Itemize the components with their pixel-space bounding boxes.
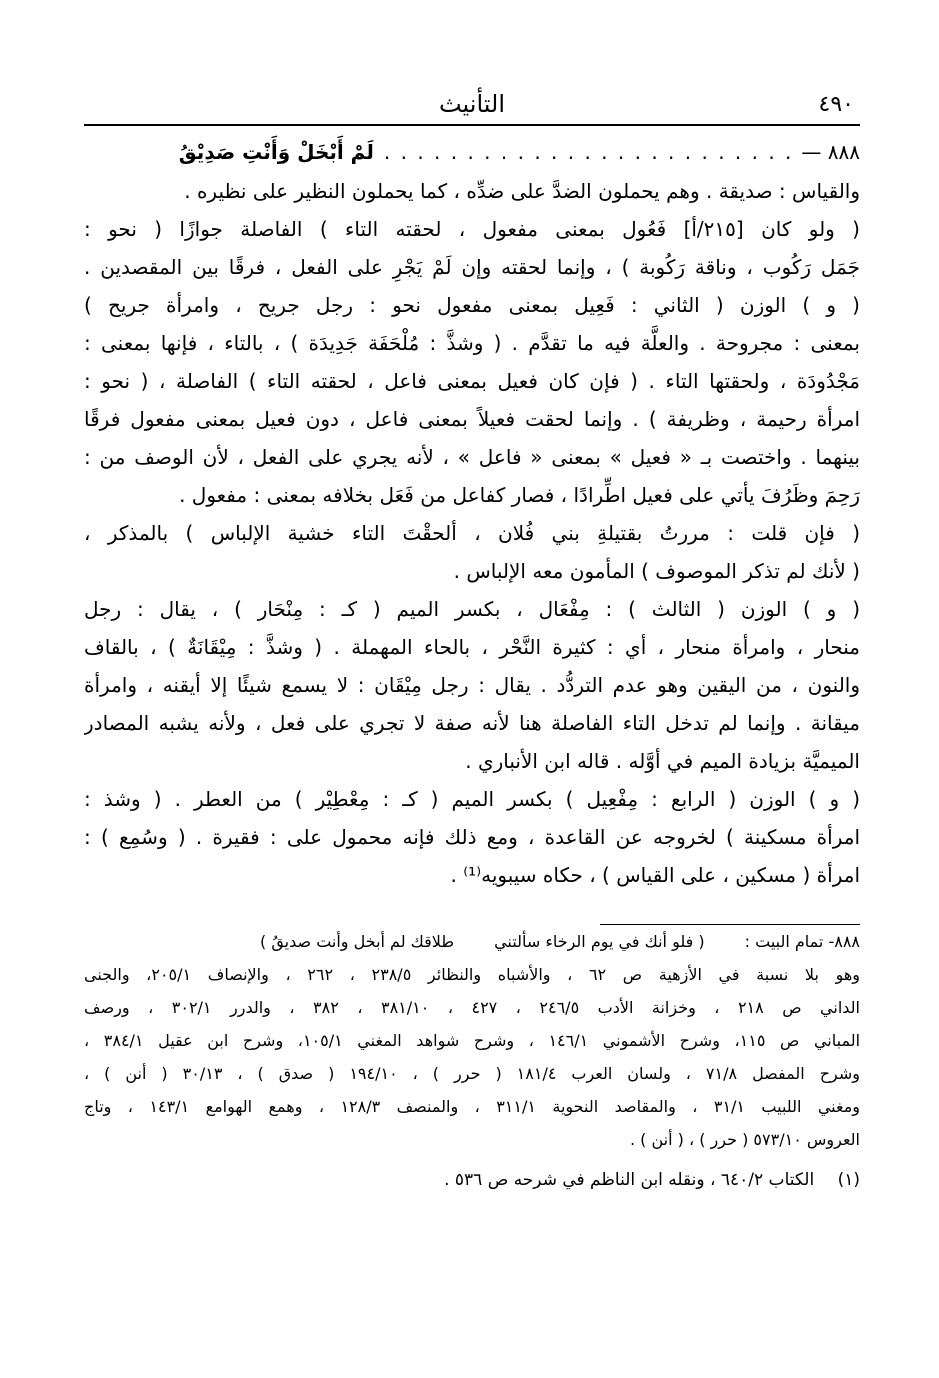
footnote-line: الداني ص ٢١٨ ، وخزانة الأدب ٢٤٦/٥ ، ٤٢٧ ، ٣٨١/١٠ ، ٣٨٢ ، والدرر ٣٠٢/١ ، ورصف	[84, 998, 860, 1017]
text-line: مَجْدُودَة ، ولحقتها التاء . ( فإن كان فعيل بمعنى فاعل ، لحقته التاء ) الفاصلة ، ( نحو :	[84, 369, 860, 393]
body-paragraphs	[84, 172, 860, 894]
footnote-line: المباني ص ١١٥، وشرح الأشموني ١٤٦/١ ، وشرح شواهد المغني ١٠٥/١، وشرح ابن عقيل ٣٨٤/١ ،	[84, 1031, 860, 1050]
footnote-verse-label: ٨٨٨- تمام البيت :	[744, 932, 860, 951]
main-text	[84, 132, 860, 894]
footnote-line: وهو بلا نسبة في الأزهية ص ٦٢ ، والأشباه والنظائر ٢٣٨/٥ ، ٢٦٢ ، والإنصاف ٢٠٥/١، والجنى	[84, 965, 860, 984]
text-line: ( فإن قلت : مررتُ بقتيلةِ بني فُلان ، ألحقْتَ التاء خشية الإلباس ) بالمذكر ،	[84, 521, 860, 545]
text-line: ميقانة . وإنما لم تدخل التاء الفاصلة هنا لأنه صفة لا تجري على فعل ، ولأنه يشبه المصادر	[84, 711, 860, 735]
verse-ellipsis: . . . . . . . . . . . . . . . . . . . . . . . . .	[383, 140, 794, 164]
footnote-hemistich-2: طلاقك لم أبخل وأنت صديقُ )	[260, 932, 455, 951]
text-line: بمعنى : مجروحة . والعلَّة فيه ما تقدَّم . ( وشذَّ : مُلْحَفَة جَدِيدَة ) ، بالتاء ، فإنها بمعنى :	[84, 331, 860, 355]
verse-text: لَمْ أَبْخَلْ وَأَنْتِ صَدِيْقُ	[178, 140, 374, 164]
text-line: ( لأنك لم تذكر الموصوف ) المأمون معه الإلباس .	[453, 559, 860, 583]
verse-line	[84, 132, 860, 172]
text-line: امرأة ( مسكين ، على القياس ) ، حكاه سيبويه⁽¹⁾ .	[450, 863, 860, 887]
footnotes	[84, 925, 860, 1198]
text-line: ( ولو كان [٢١٥/أ] فَعُول بمعنى مفعول ، لحقته التاء ) الفاصلة جوازًا ( نحو :	[84, 217, 860, 241]
text-line: والقياس : صديقة . وهم يحملون الضدَّ على ضدِّه ، كما يحملون النظير على نظيره .	[184, 179, 860, 203]
page-header	[84, 88, 860, 126]
footnote-line: وشرح المفصل ٧١/٨ ، ولسان العرب ١٨١/٤ ( حرر ) ، ١٩٤/١٠ ( صدق ) ، ٣٠/١٣ ( أنن ) ،	[84, 1064, 860, 1083]
footnote-verse	[84, 925, 860, 958]
text-line: منحار ، وامرأة منحار ، أي : كثيرة النَّحْر ، بالحاء المهملة . ( وشذَّ : مِيْقَانَةٌ ) ، بالقاف	[84, 635, 860, 659]
text-line: جَمَل رَكُوب ، وناقة رَكُوبة ) ، وإنما لحقته وإن لَمْ يَجْرِ على الفعل ، فرقًا بين المقصدين .	[84, 255, 860, 279]
text-line: امرأة رحيمة ، وظريفة ) . وإنما لحقت فعيلاً بمعنى فاعل ، دون فعيل بمعنى مفعول فرقًا	[84, 407, 860, 431]
text-line: امرأة مسكينة ) لخروجه عن القاعدة ، ومع ذلك فإنه محمول على : فقيرة . ( وسُمِع ) :	[84, 825, 860, 849]
text-line: بينهما . واختصت بـ « فعيل » بمعنى « فاعل » ، لأنه يجري على الفعل ، لأن الوصف من :	[84, 445, 860, 469]
footnote-sources	[84, 958, 860, 1156]
book-page	[84, 88, 860, 1198]
footnote-1-text: الكتاب ٦٤٠/٢ ، ونقله ابن الناظم في شرحه ص ٥٣٦ .	[444, 1170, 815, 1190]
text-line: والنون ، من اليقين وهو عدم التردُّد . يقال : رجل مِيْقَان : لا يسمع شيئًا إلا أيقنه ، وامرأة	[84, 673, 860, 697]
footnote-line: ومغني اللبيب ٣١/١ ، والمقاصد النحوية ٣١١/١ ، والمنصف ١٢٨/٣ ، وهمع الهوامع ١٤٣/١ ، وتاج	[84, 1097, 860, 1116]
text-line: الميميَّة بزيادة الميم في أوَّله . قاله ابن الأنباري .	[465, 749, 860, 773]
text-line: ( و ) الوزن ( الثاني : فَعِيل بمعنى مفعول نحو : رجل جريح ، وامرأة جريح )	[84, 293, 860, 317]
verse-number: ٨٨٨ —	[801, 140, 860, 164]
footnote-hemistich-1: ( فلو أنك في يوم الرخاء سألتني	[494, 932, 705, 951]
page-number: ٤٩٠	[818, 92, 854, 117]
footnote-1	[84, 1162, 860, 1198]
text-line: ( و ) الوزن ( الثالث ) : مِفْعَال ، بكسر الميم ( كـ : مِنْحَار ) ، يقال : رجل	[84, 597, 860, 621]
text-line: ( و ) الوزن ( الرابع : مِفْعِيل ) بكسر الميم ( كـ : مِعْطِيْر ) من العطر . ( وشذ :	[84, 787, 860, 811]
running-title: التأنيث	[438, 90, 506, 118]
footnote-line: العروس ٥٧٣/١٠ ( حرر ) ، ( أنن ) .	[629, 1130, 860, 1149]
footnote-1-number: (١)	[837, 1170, 860, 1190]
text-line: رَحِمَ وظَرُفَ يأتي على فعيل اطِّرادًا ، فصار كفاعل من فَعَل بخلافه بمعنى : مفعول .	[179, 483, 860, 507]
